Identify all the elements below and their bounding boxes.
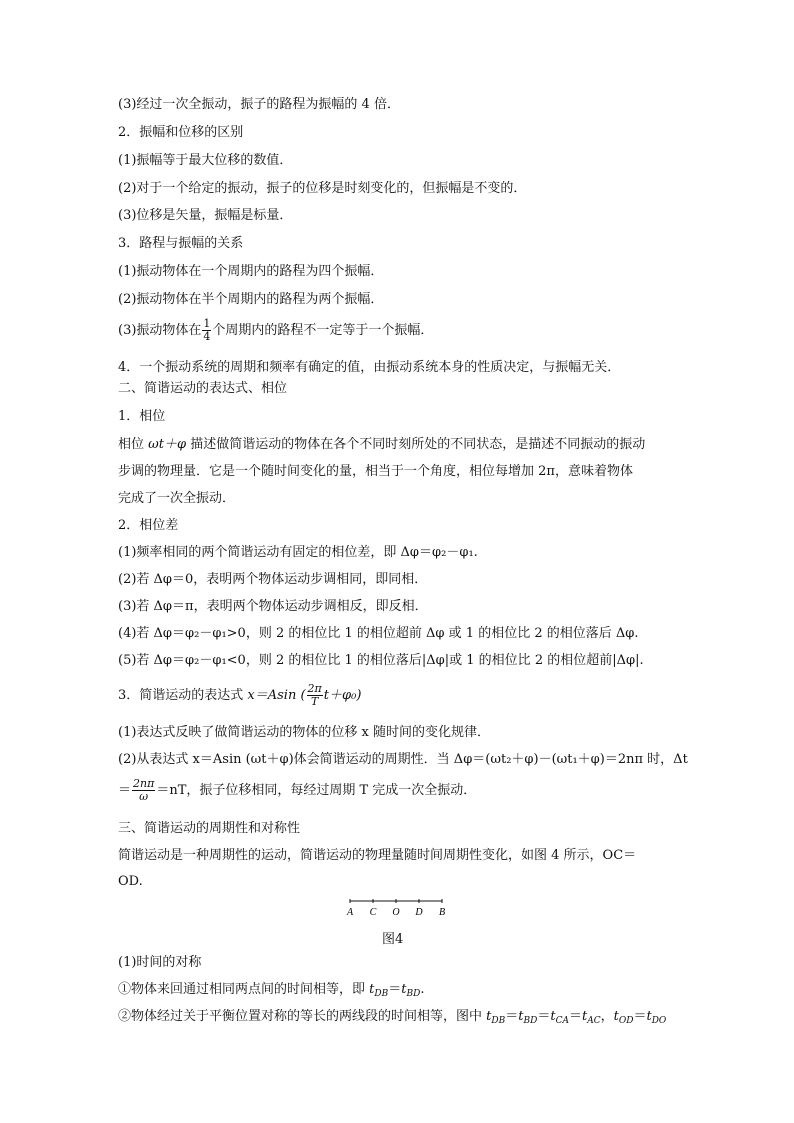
- point-label-a: A: [346, 907, 354, 918]
- section-heading: 2．振幅和位移的区别: [118, 125, 244, 140]
- point-label-o: O: [392, 907, 400, 918]
- text-line: (1)表达式反映了做简谐运动的物体的位移 x 随时间的变化规律．: [118, 725, 491, 740]
- text-span: 3．简谐运动的表达式: [118, 688, 248, 703]
- math-expression: ωt＋φ: [148, 437, 187, 452]
- math-expression: x＝Asin (: [247, 688, 306, 703]
- text-line: OD.: [118, 874, 143, 889]
- fraction-denominator: 4: [203, 330, 211, 343]
- fraction-numerator: 2nπ: [133, 777, 155, 790]
- fraction: [132, 778, 155, 803]
- section-heading: 2．相位差: [118, 518, 179, 533]
- text-line: (3)经过一次全振动，振子的路程为振幅的 4 倍．: [118, 97, 400, 112]
- section-heading: 1．相位: [118, 409, 166, 424]
- text-line: [118, 437, 645, 453]
- point-label-b: B: [438, 907, 446, 918]
- point-label-c: C: [369, 907, 377, 918]
- fraction-numerator: 1: [203, 317, 211, 330]
- section-heading: 三、简谐运动的周期性和对称性: [118, 821, 301, 836]
- text-line: (3)位移是矢量，振幅是标量．: [118, 208, 293, 223]
- text-line: (2)振动物体在半个周期内的路程为两个振幅．: [118, 292, 384, 307]
- section-heading: 3．路程与振幅的关系: [118, 236, 244, 251]
- fraction-denominator: T: [310, 695, 319, 708]
- text-line: (3)若 Δφ＝π，表明两个物体运动步调相反，即反相．: [118, 599, 428, 614]
- text-span: ＝: [118, 783, 132, 798]
- text-line: (2)从表达式 x＝Asin (ωt＋φ)体会简谐运动的周期性．当 Δφ＝(ωt₂＋φ)－(ωt₁＋φ)＝2nπ 时，Δt: [118, 752, 688, 767]
- text-span: ＝nT，振子位移相同，每经过周期 T 完成一次全振动．: [156, 783, 477, 798]
- text-line: (2)对于一个给定的振动，振子的位移是时刻变化的，但振幅是不变的．: [118, 181, 527, 196]
- text-line: ①物体来回通过相同两点间的时间相等，即 $t_{DB}=t_{BD}$.: [118, 982, 425, 999]
- math-expression: t＋φ₀): [323, 688, 362, 703]
- section-heading-with-formula: [118, 683, 361, 708]
- section-heading: 二、简谐运动的表达式、相位: [118, 381, 288, 396]
- text-line: (1)振动物体在一个周期内的路程为四个振幅．: [118, 264, 384, 279]
- text-line-with-fraction: [118, 778, 476, 803]
- point-label-d: D: [415, 907, 423, 918]
- text-line: (2)若 Δφ＝0，表明两个物体运动步调相同，即同相．: [118, 572, 428, 587]
- fraction: [307, 683, 323, 708]
- text-span: 描述做简谐运动的物体在各个不同时刻所处的不同状态，是描述不同振动的振动: [186, 437, 646, 452]
- figure-caption: 图4: [382, 932, 404, 947]
- text-span: (3)振动物体在: [118, 323, 202, 338]
- fraction: [202, 318, 211, 343]
- text-line: 简谐运动是一种周期性的运动，简谐运动的物理量随时间周期性变化，如图 4 所示，OC＝: [118, 848, 637, 863]
- text-line: (1)时间的对称: [118, 955, 202, 970]
- text-span: 个周期内的路程不一定等于一个振幅．: [212, 323, 434, 338]
- text-line: 4．一个振动系统的周期和频率有确定的值，由振动系统本身的性质决定，与振幅无关．: [118, 360, 621, 375]
- fraction-denominator: ω: [139, 790, 149, 803]
- text-line-with-fraction: [118, 318, 433, 343]
- text-line: 完成了一次全振动．: [118, 491, 236, 506]
- fraction-numerator: 2π: [307, 682, 322, 695]
- text-line: (5)若 Δφ＝φ₂－φ₁<0，则 2 的相位比 1 的相位落后|Δφ|或 1 的相位比 2 的相位超前|Δφ|.: [118, 653, 644, 668]
- text-span: 相位: [118, 437, 149, 452]
- text-line: ②物体经过关于平衡位置对称的等长的两线段的时间相等，图中 $t_{DB}=t_{BD}=t_{CA}=t_{AC}$，$t_{OD}=t_{DO}$: [118, 1009, 667, 1026]
- text-line: (4)若 Δφ＝φ₂－φ₁>0，则 2 的相位比 1 的相位超前 Δφ 或 1 的相位比 2 的相位落后 Δφ.: [118, 626, 639, 641]
- text-line: (1)频率相同的两个简谐运动有固定的相位差，即 Δφ＝φ₂－φ₁.: [118, 545, 478, 560]
- text-line: 步调的物理量．它是一个随时间变化的量，相当于一个角度，相位每增加 2π，意味着物体: [118, 464, 633, 479]
- text-line: (1)振幅等于最大位移的数值．: [118, 153, 293, 168]
